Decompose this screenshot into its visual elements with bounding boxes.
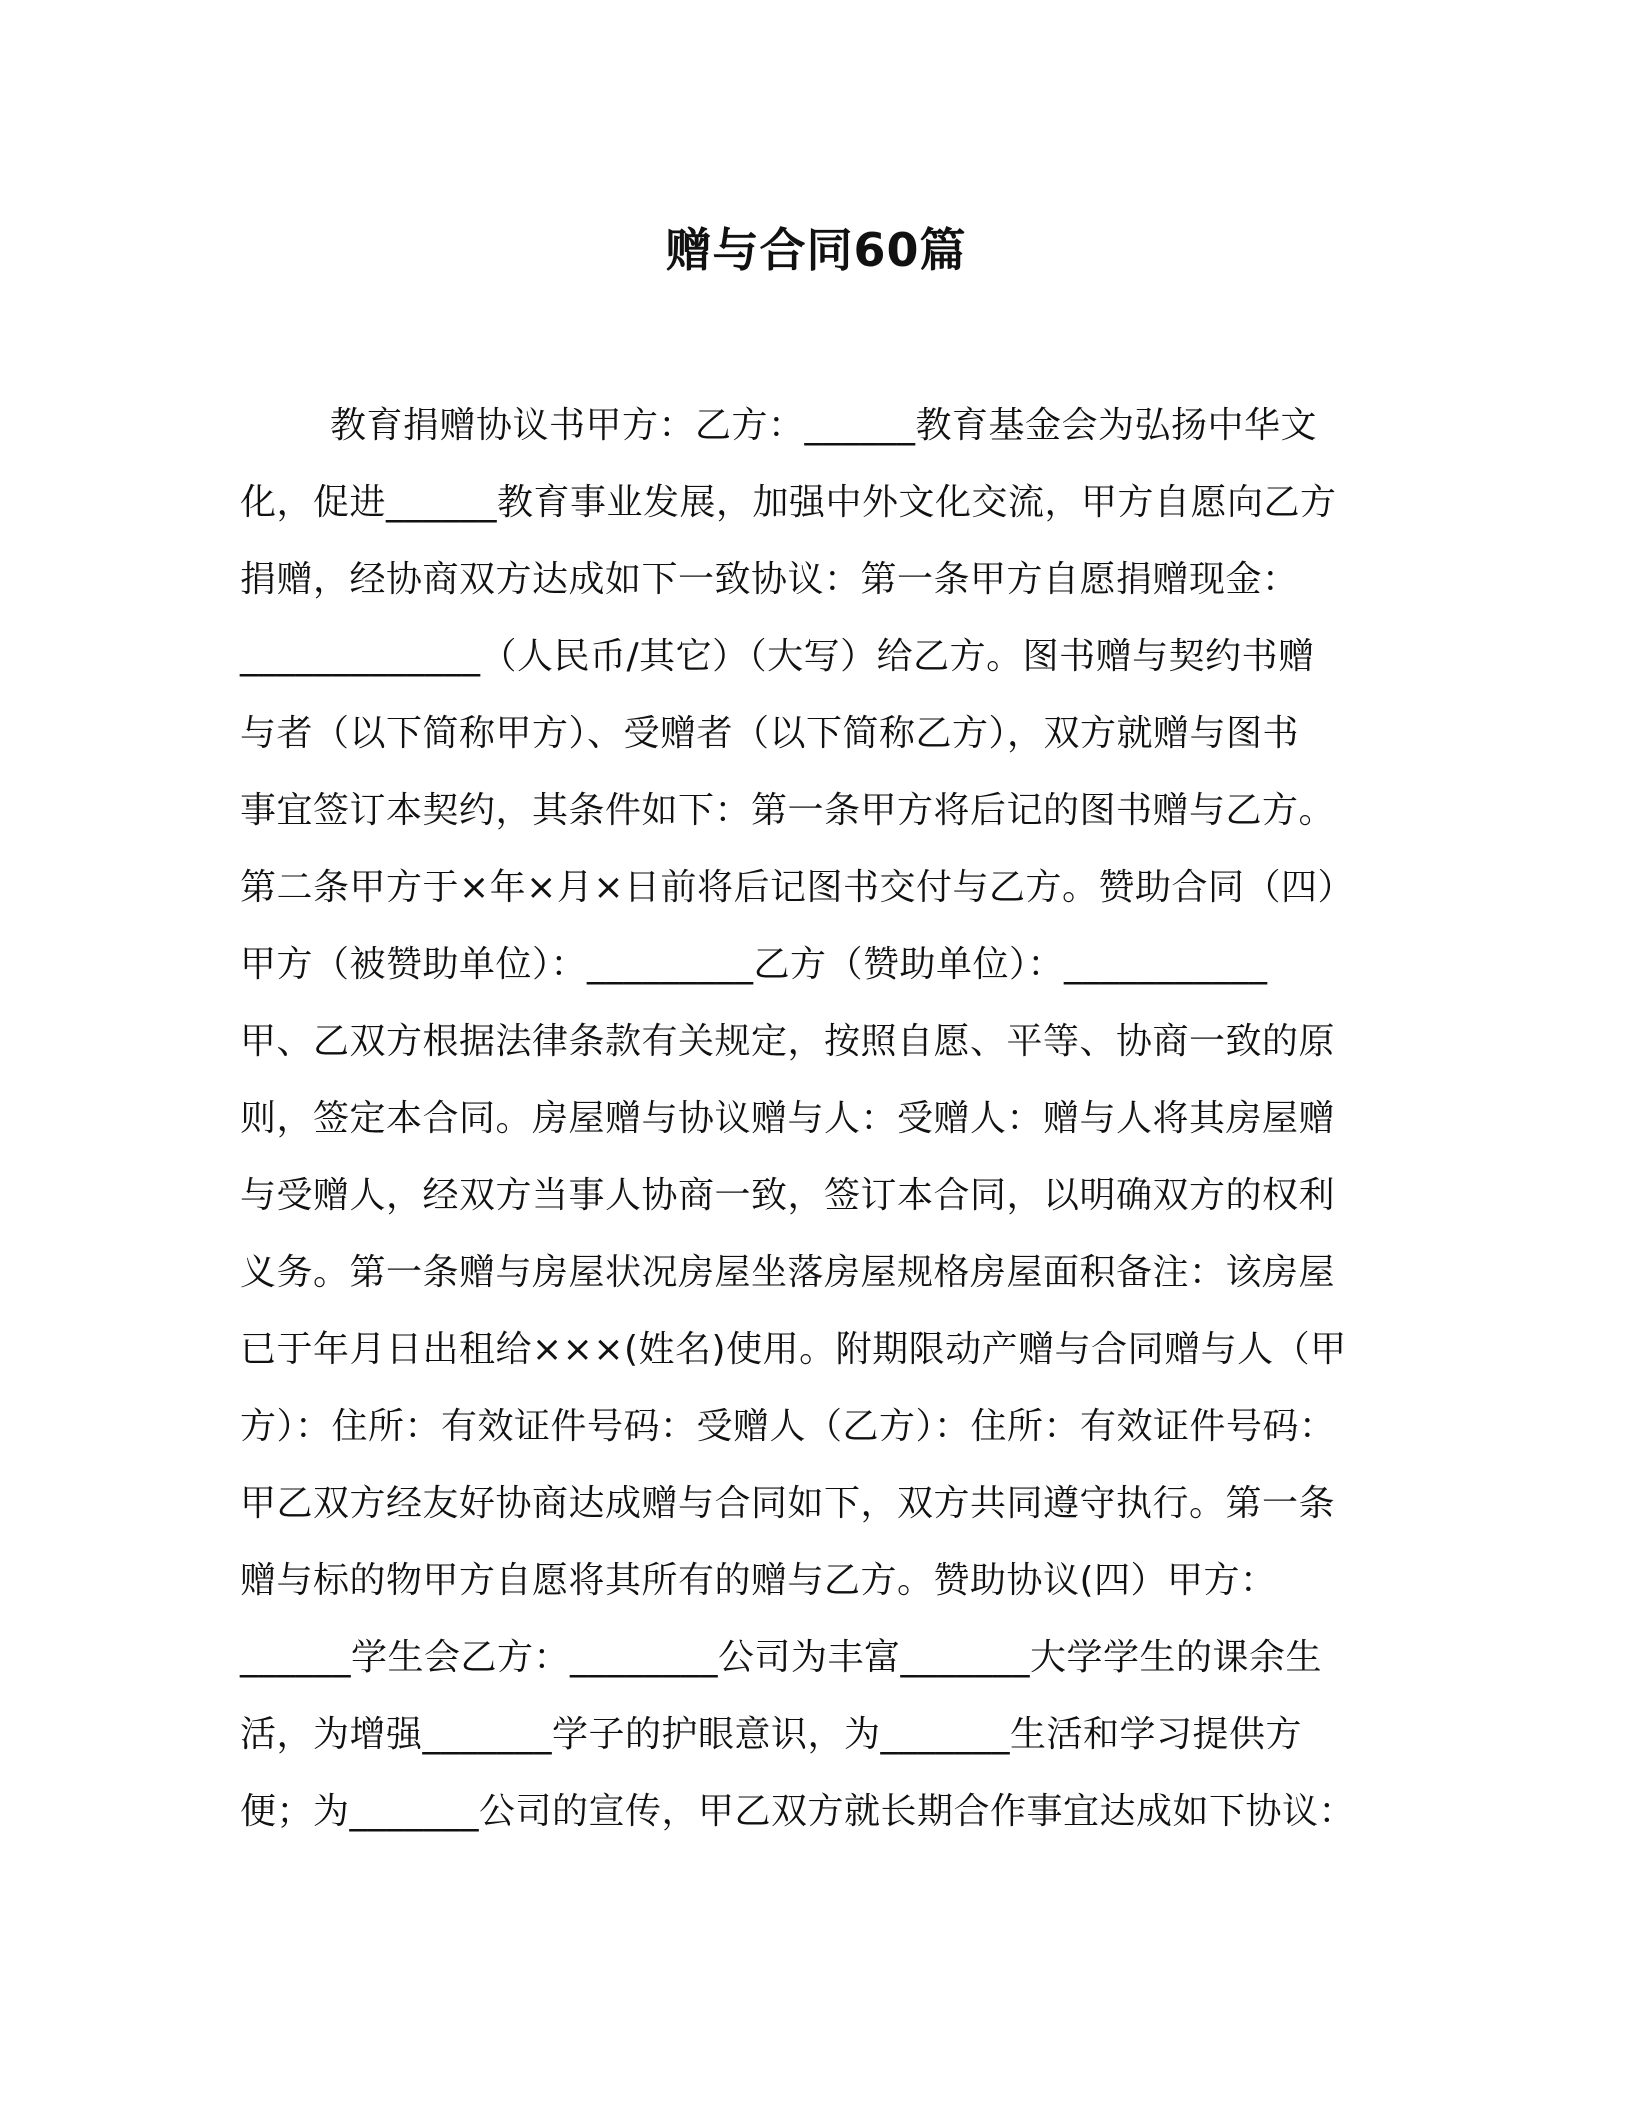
- body-line-16: 赠与标的物甲方自愿将其所有的赠与乙方。赞助协议(四）甲方：: [240, 1560, 1277, 1601]
- body-line-17: ______学生会乙方：________公司为丰富_______大学学生的课余生: [240, 1637, 1323, 1678]
- body-line-10: 则，签定本合同。房屋赠与协议赠与人：受赠人：赠与人将其房屋赠: [240, 1098, 1336, 1139]
- body-line-14: 方）：住所：有效证件号码：受赠人（乙方）：住所：有效证件号码：: [240, 1406, 1336, 1447]
- body-line-11: 与受赠人，经双方当事人协商一致，签订本合同，以明确双方的权利: [240, 1175, 1336, 1216]
- body-line-13: 已于年月日出租给×××(姓名)使用。附期限动产赠与合同赠与人（甲: [240, 1329, 1347, 1370]
- body-line-18: 活，为增强_______学子的护眼意识，为_______生活和学习提供方: [240, 1714, 1303, 1755]
- body-line-9: 甲、乙双方根据法律条款有关规定，按照自愿、平等、协商一致的原: [240, 1021, 1336, 1062]
- document-body: [240, 387, 1410, 1850]
- body-line-15: 甲乙双方经友好协商达成赠与合同如下，双方共同遵守执行。第一条: [240, 1483, 1336, 1524]
- document-title: 赠与合同60篇: [665, 223, 967, 277]
- body-line-4: _____________（人民币/其它）（大写）给乙方。图书赠与契约书赠: [240, 636, 1315, 677]
- body-line-5: 与者（以下简称甲方）、受赠者（以下简称乙方），双方就赠与图书: [240, 713, 1300, 754]
- body-line-12: 义务。第一条赠与房屋状况房屋坐落房屋规格房屋面积备注：该房屋: [240, 1252, 1336, 1293]
- body-line-1: 教育捐赠协议书甲方：乙方：______教育基金会为弘扬中华文: [330, 405, 1318, 446]
- body-line-6: 事宜签订本契约，其条件如下：第一条甲方将后记的图书赠与乙方。: [240, 790, 1336, 831]
- body-line-3: 捐赠，经协商双方达成如下一致协议：第一条甲方自愿捐赠现金：: [240, 559, 1299, 600]
- body-line-7: 第二条甲方于×年×月×日前将后记图书交付与乙方。赞助合同（四）: [240, 867, 1354, 908]
- body-line-8: 甲方（被赞助单位）：_________乙方（赞助单位）：___________: [240, 944, 1268, 985]
- body-line-19: 便；为_______公司的宣传，甲乙双方就长期合作事宜达成如下协议：: [240, 1791, 1356, 1832]
- body-line-2: 化，促进______教育事业发展，加强中外文化交流，甲方自愿向乙方: [240, 482, 1337, 523]
